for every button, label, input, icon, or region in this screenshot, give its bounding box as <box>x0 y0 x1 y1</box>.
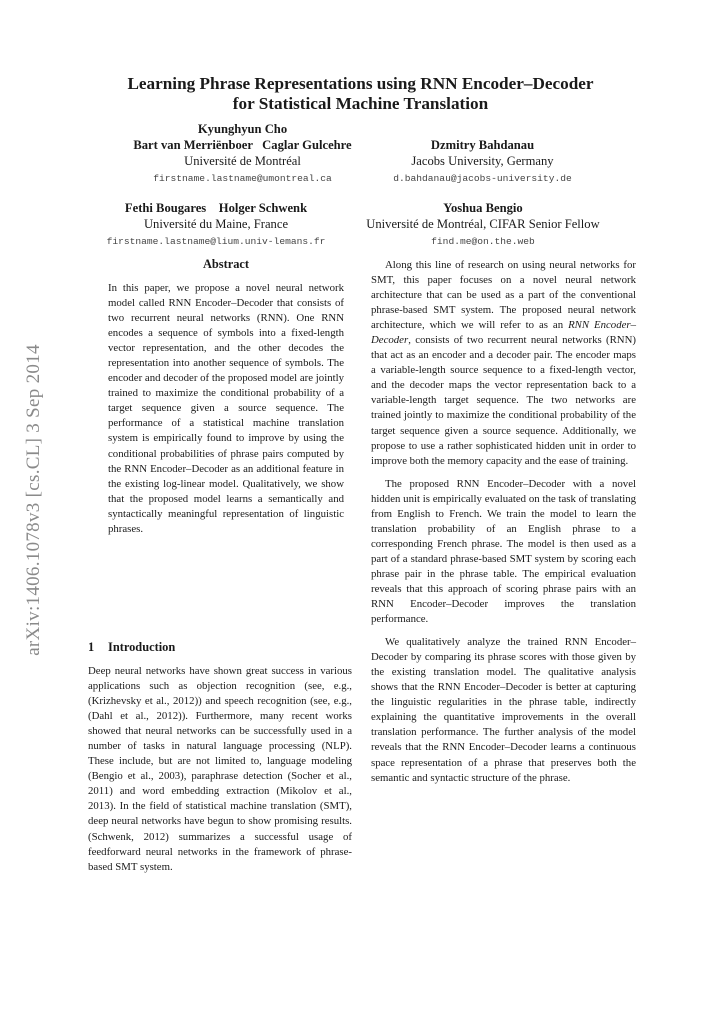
abstract-heading: Abstract <box>202 257 250 271</box>
author-group-bengio <box>338 200 628 251</box>
introduction-body <box>88 664 352 875</box>
paper-title-line-1: Learning Phrase Representations using RNN Encoder–Decoder <box>127 74 594 93</box>
right-paragraph-1-part-b: , consists of two recurrent neural networks (RNN) that act as an encoder and a decoder pair. The encoder maps a variable-length source sequence to a fixed-length vector, and the decoder maps the vector representation back to a variable-length target sequence. The two networks are trained jointly to maximize the conditional probability of the target sequence given a source sequence. Additionally, we propose to use a rather sophisticated hidden unit in order to improve both the memory capacity and the ease of training. <box>371 334 636 467</box>
author-group-jacobs <box>370 137 595 188</box>
author-group-maine <box>86 200 346 251</box>
right-column-body <box>371 258 636 794</box>
introduction-paragraph-1: Deep neural networks have shown great success in various applications such as objection recognition (see, e.g., (Krizhevsky et al., 2012)) and speech recognition (see, e.g., (Dahl et al., 2012)). Furthermore, many recent works showed that neural networks can be successfully used in a number of tasks in natural language processing (NLP). These include, but are not limited to, language modeling (Bengio et al., 2003), paraphrase detection (Socher et al., 2011) and word embedding extraction (Mikolov et al., 2013). In the field of statistical machine translation (SMT), deep neural networks have begun to show promising results. (Schwenk, 2012) summarizes a successful usage of feedforward neural networks in the framework of phrase-based SMT system. <box>88 665 352 873</box>
paper-title <box>80 74 641 114</box>
right-paragraph-3: We qualitatively analyze the trained RNN Encoder–Decoder by comparing its phrase scores with those given by the existing translation model. The qualitative analysis shows that the RNN Encoder–Decoder is better at capturing the linguistic regularities in the phrase table, indirectly explaining the quantitative improvements in the overall translation performance. The further analysis of the model reveals that the RNN Encoder–Decoder learns a continuous space representation of a phrase that preserves both the semantic and syntactic structure of the phrase. <box>371 636 636 784</box>
author-names-merrienboer-gulcehre: Bart van Merriënboer Caglar Gulcehre <box>133 138 352 152</box>
right-paragraph-1 <box>371 258 636 469</box>
abstract-body <box>108 281 344 537</box>
email-maine: firstname.lastname@lium.univ-lemans.fr <box>106 236 326 247</box>
abstract-text: In this paper, we propose a novel neural network model called RNN Encoder–Decoder that consists of two recurrent neural networks (RNN). One RNN encodes a sequence of symbols into a fixed-length vector representation, and the other decodes the representation into another sequence of symbols. The encoder and decoder of the proposed model are jointly trained to maximize the conditional probability of a target sequence given a source sequence. The performance of a statistical machine translation system is empirically found to improve by using the conditional probabilities of phrase pairs computed by the RNN Encoder–Decoder as an additional feature in the existing log-linear model. Qualitatively, we show that the proposed model learns a semantically and syntactically meaningful representation of linguistic phrases. <box>108 282 344 535</box>
paper-title-line-2: for Statistical Machine Translation <box>232 94 489 113</box>
author-group-montreal <box>100 121 385 188</box>
section-number: 1 <box>88 640 95 654</box>
right-paragraph-1-emphasis: RNN Encoder–Decoder <box>371 319 636 347</box>
affiliation-bengio: Université de Montréal, CIFAR Senior Fellow <box>366 217 600 231</box>
arxiv-identifier-text: arXiv:1406.1078v3 [cs.CL] 3 Sep 2014 <box>23 344 45 656</box>
section-heading-introduction <box>88 640 175 655</box>
affiliation-montreal: Université de Montréal <box>184 154 301 168</box>
affiliation-maine: Université du Maine, France <box>143 217 289 231</box>
right-paragraph-1-part-a: Along this line of research on using neural networks for SMT, this paper focuses on a novel neural network architecture that can be used as a part of the conventional phrase-based SMT system. The proposed neural network architecture, which we will refer to as an <box>371 259 636 332</box>
section-title: Introduction <box>108 640 176 654</box>
author-name-bengio: Yoshua Bengio <box>443 201 523 215</box>
affiliation-jacobs: Jacobs University, Germany <box>411 154 554 168</box>
arxiv-identifier-stamp <box>14 330 54 670</box>
author-names-bougares-schwenk: Fethi Bougares Holger Schwenk <box>124 201 308 215</box>
email-montreal: firstname.lastname@umontreal.ca <box>153 173 332 184</box>
email-bengio: find.me@on.the.web <box>431 236 535 247</box>
email-jacobs: d.bahdanau@jacobs-university.de <box>393 173 572 184</box>
right-paragraph-2: The proposed RNN Encoder–Decoder with a novel hidden unit is empirically evaluated on the task of translating from English to French. We train the model to learn the translation probability of an English phrase to a corresponding French phrase. The model is then used as a part of a standard phrase-based SMT system by scoring each phrase pair in the phrase table. The empirical evaluation reveals that this approach of scoring phrase pairs with an RNN Encoder–Decoder improves the translation performance. <box>371 477 636 626</box>
author-name-bahdanau: Dzmitry Bahdanau <box>430 138 535 152</box>
author-name-cho: Kyunghyun Cho <box>197 122 288 136</box>
